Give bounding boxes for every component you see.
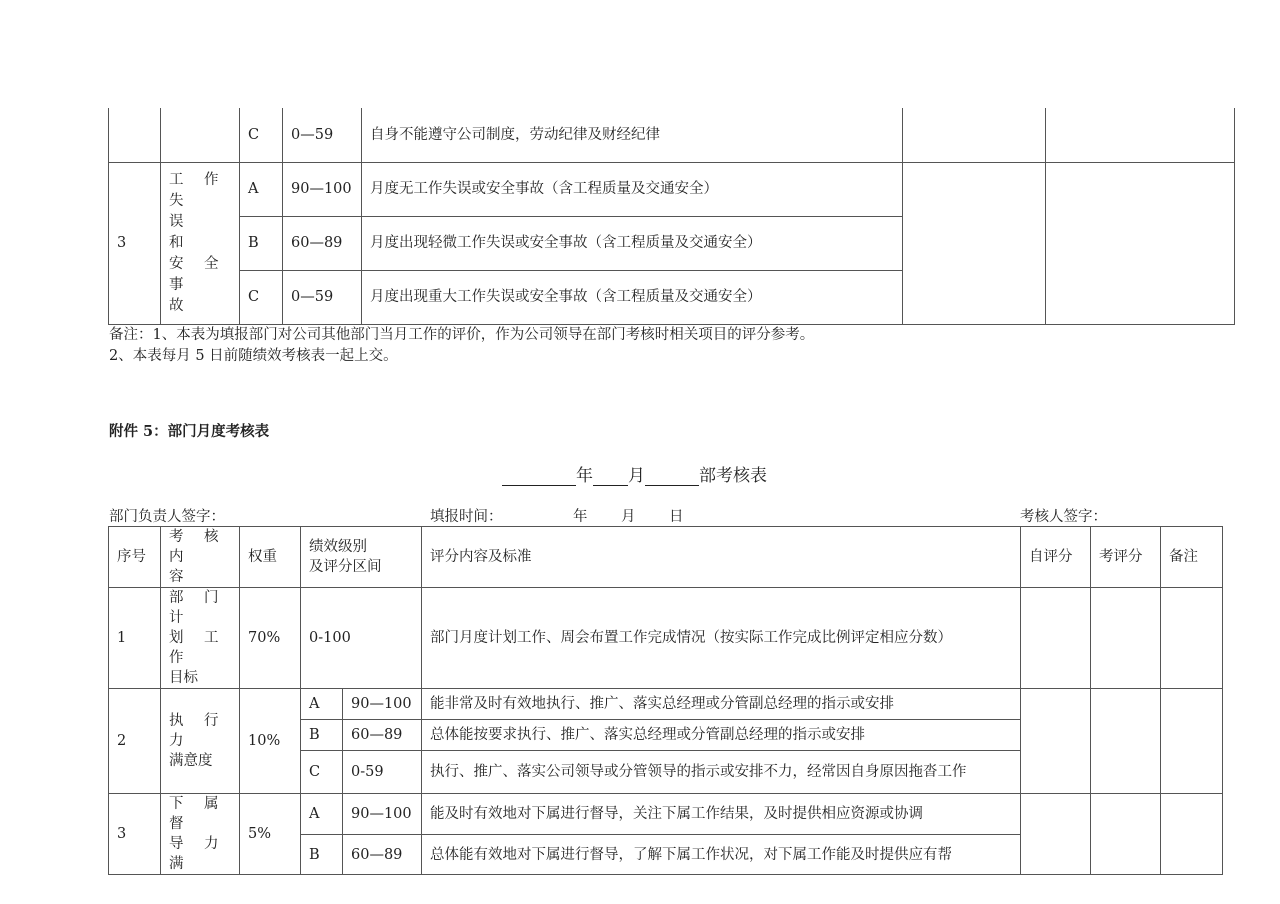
range-cell: 90—100: [343, 794, 422, 835]
remarks-cell[interactable]: [1161, 794, 1223, 875]
month-blank[interactable]: [593, 467, 628, 486]
grade-cell: A: [301, 794, 343, 835]
range-cell: 60—89: [283, 216, 362, 270]
grade-cell: B: [240, 216, 283, 270]
range-cell: 0-59: [343, 751, 422, 794]
item-line: 安 全 事: [169, 255, 227, 293]
criteria-cell: 能及时有效地对下属进行督导，关注下属工作结果，及时提供相应资源或协调: [422, 794, 1021, 835]
table-row: [109, 689, 1223, 720]
attachment-heading: 附件 5：部门月度考核表: [109, 423, 270, 440]
fill-time-label: 填报时间：: [430, 509, 503, 525]
score-cell[interactable]: [903, 108, 1046, 162]
monthly-assessment-table: [108, 526, 1223, 875]
header-seq: 序号: [109, 527, 161, 588]
criteria-cell: 部门月度计划工作、周会布置工作完成情况（按实际工作完成比例评定相应分数）: [422, 588, 1021, 689]
item-line: 部 门 计: [169, 590, 227, 626]
header-criteria: 评分内容及标准: [422, 527, 1021, 588]
review-score-cell[interactable]: [1091, 794, 1161, 875]
range-cell: 0—59: [283, 270, 362, 324]
header-self-score: 自评分: [1021, 527, 1091, 588]
desc-cell: 自身不能遵守公司制度，劳动纪律及财经纪律: [362, 108, 903, 162]
item-line: 工 作 失: [169, 171, 227, 209]
note-line-2: 2、本表每月 5 日前随绩效考核表一起上交。: [109, 348, 398, 364]
remarks-cell[interactable]: [1161, 588, 1223, 689]
range-cell: 90—100: [343, 689, 422, 720]
weight-cell: 70%: [240, 588, 301, 689]
item-cell: [161, 689, 240, 794]
criteria-cell: 总体能有效地对下属进行督导，了解下属工作状况，对下属工作能及时提供应有帮: [422, 835, 1021, 875]
year-blank[interactable]: [502, 467, 576, 486]
note-line-1: 备注：1、本表为填报部门对公司其他部门当月工作的评价，作为公司领导在部门考核时相关项目的评分参考。: [109, 327, 815, 343]
table-row: [109, 588, 1223, 689]
item-line: 和: [169, 234, 184, 251]
range-cell: 60—89: [343, 835, 422, 875]
self-score-cell[interactable]: [1021, 689, 1091, 794]
table-row: [109, 162, 1235, 216]
header-review-score: 考评分: [1091, 527, 1161, 588]
grade-cell: A: [301, 689, 343, 720]
grade-cell: C: [240, 108, 283, 162]
header-remarks: 备注: [1161, 527, 1223, 588]
evaluation-table-continued: [108, 108, 1235, 325]
remark-cell[interactable]: [1046, 162, 1235, 324]
criteria-cell: 总体能按要求执行、推广、落实总经理或分管副总经理的指示或安排: [422, 720, 1021, 751]
header-level-line: 及评分区间: [309, 559, 382, 575]
grade-cell: C: [240, 270, 283, 324]
header-weight: 权重: [240, 527, 301, 588]
header-content-line: 容: [169, 569, 184, 585]
item-cell: [161, 588, 240, 689]
seq-cell: 3: [109, 162, 161, 324]
desc-cell: 月度无工作失误或安全事故（含工程质量及交通安全）: [362, 162, 903, 216]
item-line: 故: [169, 297, 184, 314]
review-score-cell[interactable]: [1091, 588, 1161, 689]
table-row: [109, 794, 1223, 835]
item-cell: [161, 108, 240, 162]
weight-cell: 5%: [240, 794, 301, 875]
header-content: [161, 527, 240, 588]
range-cell: 60—89: [343, 720, 422, 751]
item-line: 执 行 力: [169, 713, 227, 749]
desc-cell: 月度出现重大工作失误或安全事故（含工程质量及交通安全）: [362, 270, 903, 324]
review-score-cell[interactable]: [1091, 689, 1161, 794]
range-cell: 0—59: [283, 108, 362, 162]
header-row: [109, 527, 1223, 588]
dept-head-signature-label: 部门负责人签字：: [109, 509, 225, 525]
table-row: [109, 108, 1235, 162]
range-cell: 0-100: [301, 588, 422, 689]
grade-cell: B: [301, 835, 343, 875]
header-content-line: 考 核 内: [169, 529, 227, 565]
header-level: [301, 527, 422, 588]
fill-time-day: 日: [669, 509, 684, 525]
seq-cell: [109, 108, 161, 162]
title-year-label: 年: [576, 466, 593, 486]
criteria-cell: 执行、推广、落实公司领导或分管领导的指示或安排不力，经常因自身原因拖沓工作: [422, 751, 1021, 794]
score-cell[interactable]: [903, 162, 1046, 324]
item-line: 目标: [169, 670, 198, 686]
seq-cell: 3: [109, 794, 161, 875]
self-score-cell[interactable]: [1021, 794, 1091, 875]
seq-cell: 1: [109, 588, 161, 689]
item-line: 划 工 作: [169, 630, 227, 666]
assessor-signature-label: 考核人签字：: [1020, 509, 1107, 525]
item-line: 下 属 督: [169, 796, 227, 832]
weight-cell: 10%: [240, 689, 301, 794]
item-cell: [161, 794, 240, 875]
grade-cell: A: [240, 162, 283, 216]
seq-cell: 2: [109, 689, 161, 794]
remark-cell[interactable]: [1046, 108, 1235, 162]
title-month-label: 月: [628, 466, 645, 486]
fill-time-month: 月: [621, 509, 636, 525]
form-title: [502, 461, 767, 486]
fill-time-year: 年: [573, 509, 588, 525]
title-suffix: 部考核表: [699, 466, 767, 486]
header-level-line: 绩效级别: [309, 539, 367, 555]
criteria-cell: 能非常及时有效地执行、推广、落实总经理或分管副总经理的指示或安排: [422, 689, 1021, 720]
remarks-cell[interactable]: [1161, 689, 1223, 794]
grade-cell: C: [301, 751, 343, 794]
grade-cell: B: [301, 720, 343, 751]
desc-cell: 月度出现轻微工作失误或安全事故（含工程质量及交通安全）: [362, 216, 903, 270]
item-cell: [161, 162, 240, 324]
range-cell: 90—100: [283, 162, 362, 216]
item-line: 满意度: [169, 753, 213, 769]
self-score-cell[interactable]: [1021, 588, 1091, 689]
item-line: 导 力 满: [169, 836, 227, 872]
item-line: 误: [169, 213, 184, 230]
department-blank[interactable]: [645, 467, 699, 486]
